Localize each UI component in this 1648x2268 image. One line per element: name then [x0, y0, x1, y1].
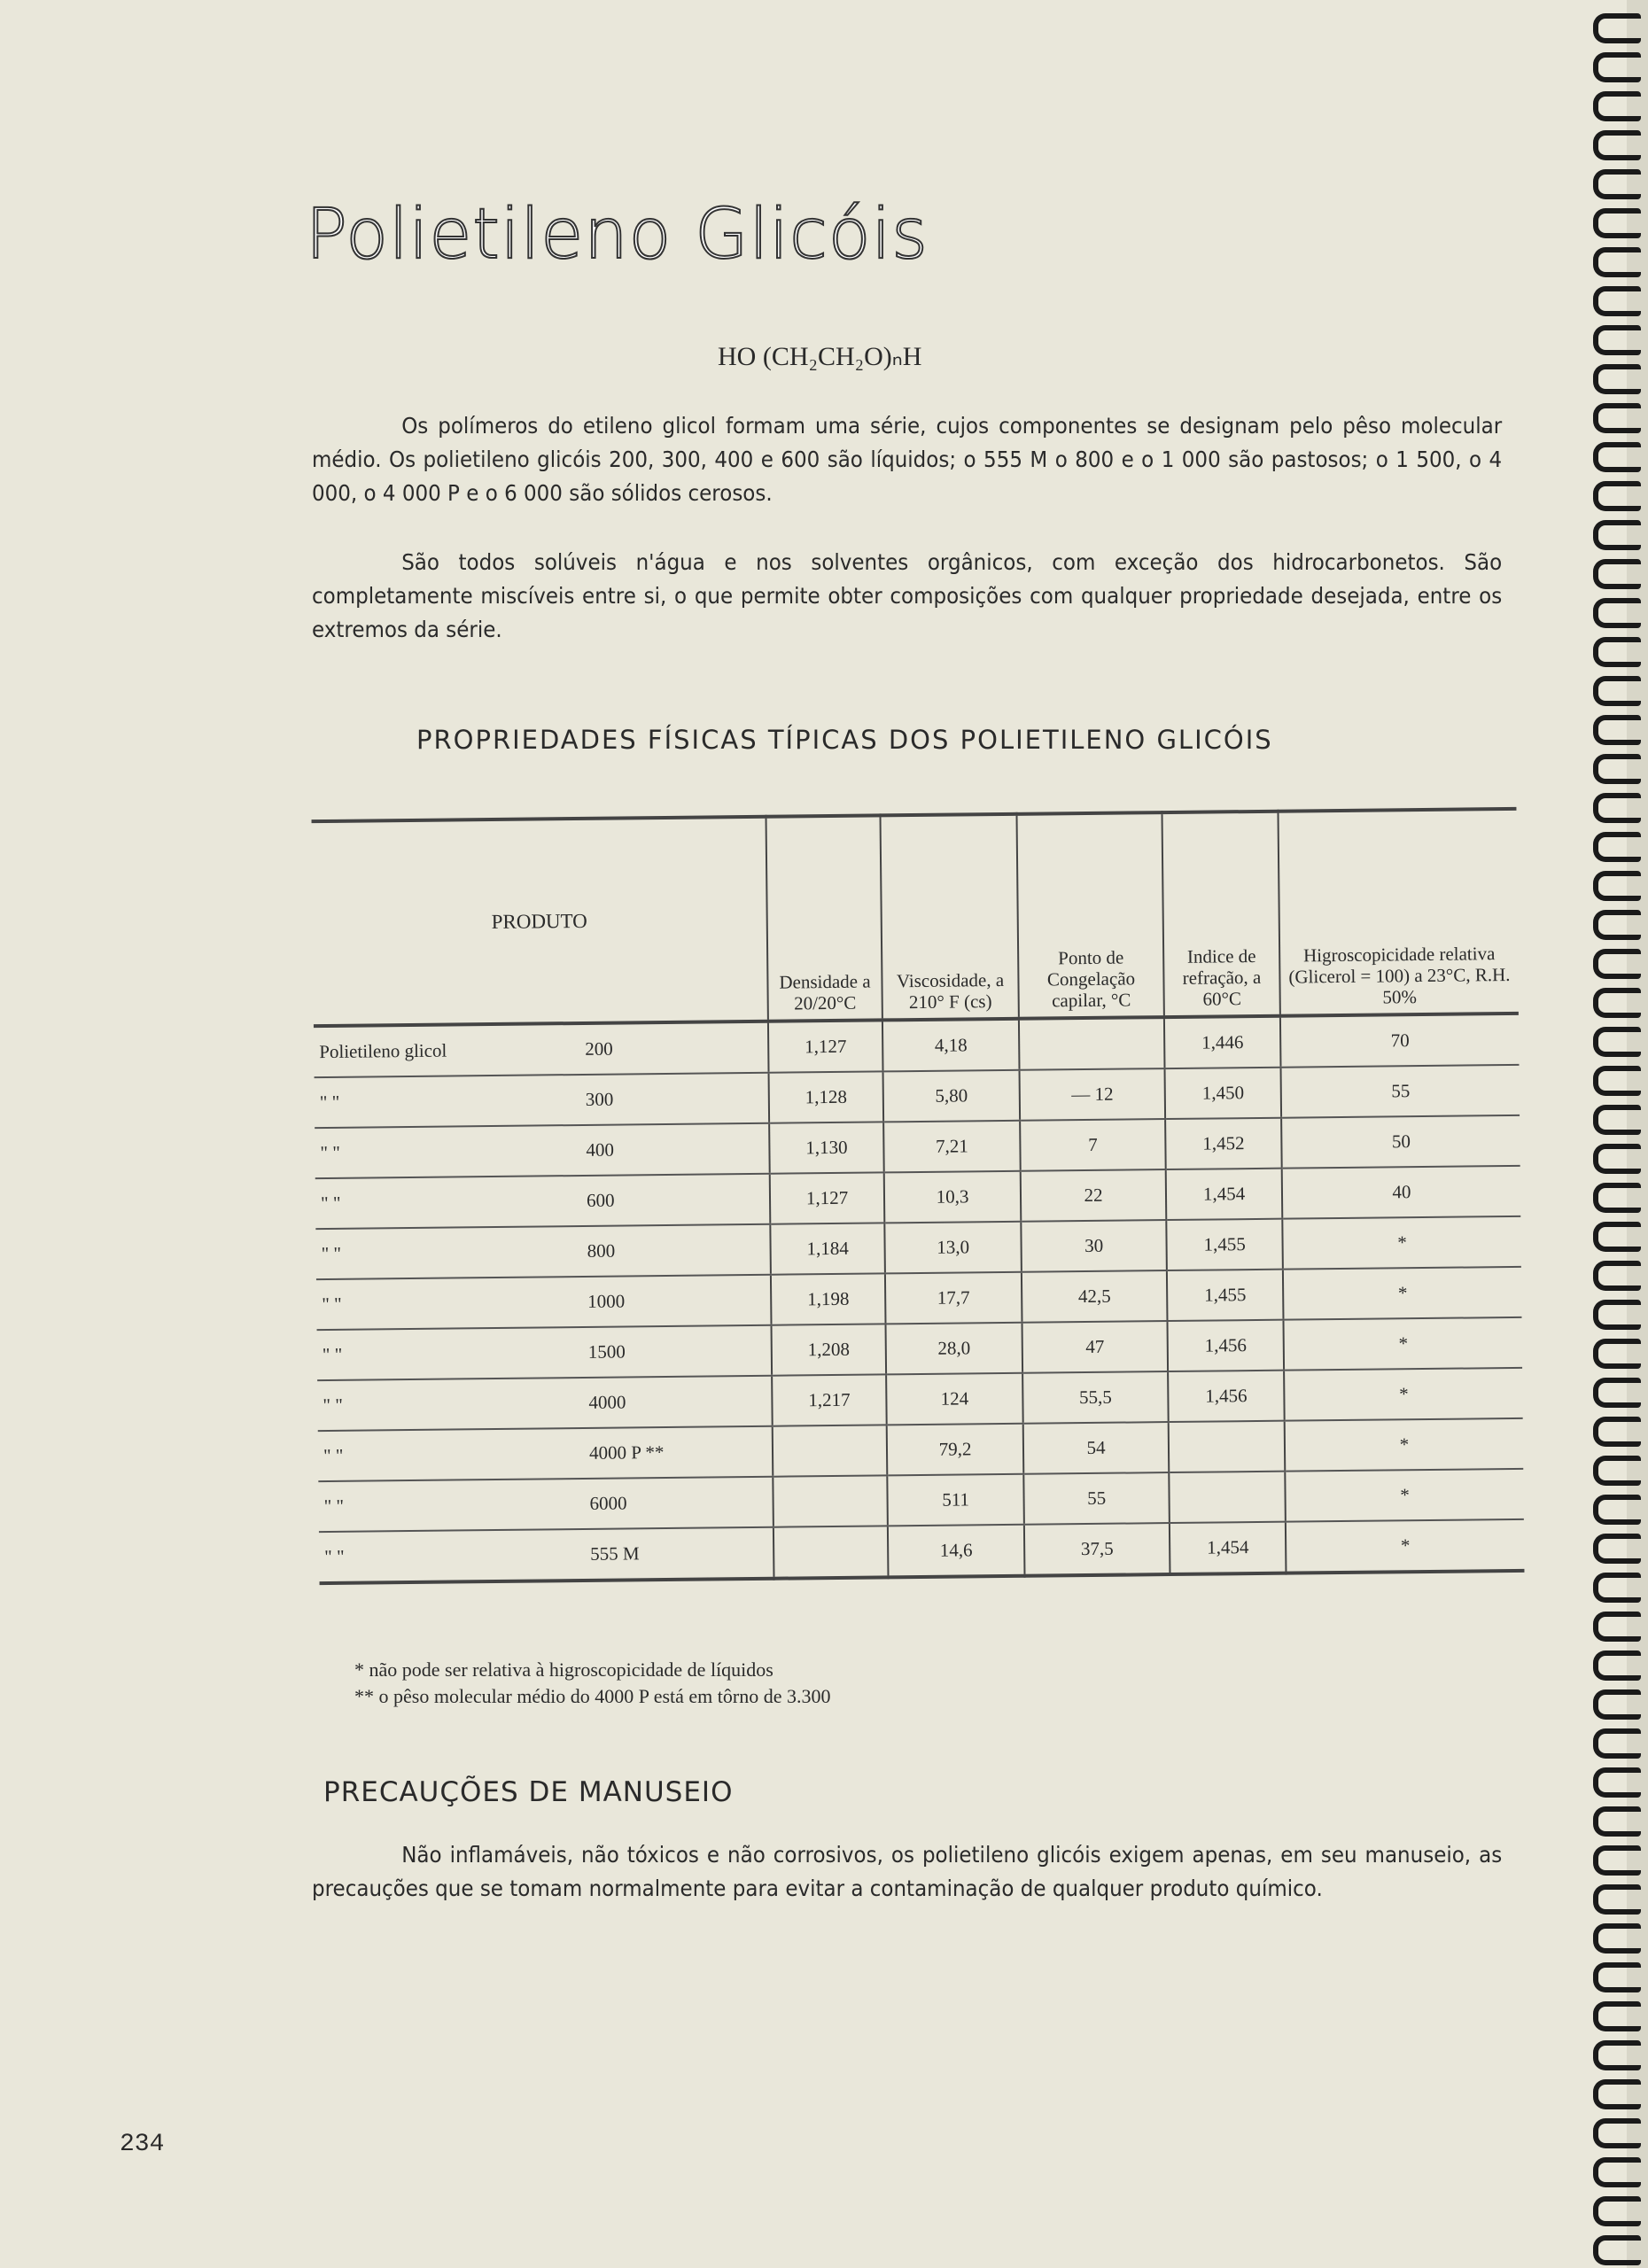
col-header-densidade: Densidade a 20/20°C — [766, 815, 882, 1021]
binding-ring — [1593, 520, 1641, 550]
cell-ponto: 54 — [1023, 1422, 1170, 1474]
product-name: " " — [322, 1293, 342, 1316]
cell-produto — [315, 1224, 771, 1279]
binding-ring — [1593, 1183, 1641, 1213]
cell-higro: 70 — [1280, 1014, 1520, 1068]
binding-ring — [1593, 1066, 1641, 1096]
cell-higro: * — [1284, 1368, 1523, 1421]
cell-ponto — [1019, 1017, 1165, 1070]
cell-visc: 79,2 — [887, 1424, 1024, 1476]
cell-visc: 10,3 — [884, 1171, 1022, 1223]
binding-ring — [1593, 2157, 1641, 2187]
cell-ponto: 22 — [1021, 1169, 1167, 1222]
binding-ring — [1593, 403, 1641, 433]
properties-table — [312, 807, 1525, 1585]
binding-ring — [1593, 1144, 1641, 1174]
footnote-2: ** o pêso molecular médio do 4000 P está em tôrno de 3.300 — [354, 1685, 831, 1707]
col-header-refracao: Indice de refração, a 60°C — [1162, 812, 1280, 1017]
binding-ring — [1593, 949, 1641, 979]
cell-dens: 1,127 — [770, 1172, 885, 1223]
binding-ring — [1593, 637, 1641, 667]
binding-ring — [1593, 1728, 1641, 1759]
page-number: 234 — [120, 2131, 165, 2158]
cell-ponto: 37,5 — [1024, 1523, 1170, 1576]
binding-ring — [1593, 871, 1641, 901]
binding-ring — [1593, 1573, 1641, 1603]
cell-higro: * — [1285, 1418, 1524, 1472]
product-grade: 4000 — [588, 1391, 626, 1413]
cell-indice — [1169, 1421, 1285, 1472]
cell-produto — [318, 1426, 773, 1481]
cell-higro: * — [1282, 1216, 1521, 1270]
cell-dens: 1,217 — [772, 1374, 887, 1425]
binding-ring — [1593, 1845, 1641, 1876]
cell-produto — [317, 1325, 773, 1380]
handling-paragraph: Não inflamáveis, não tóxicos e não corrosivos, os polietileno glicóis exigem apenas, em seu manuseio, as precauções que se tomam normalmente para evitar a contaminação de qualquer produto químico. — [312, 1842, 1503, 1901]
cell-indice: 1,454 — [1166, 1169, 1282, 1220]
binding-ring — [1593, 2001, 1641, 2031]
cell-indice: 1,455 — [1167, 1270, 1283, 1321]
binding-ring — [1593, 52, 1641, 82]
binding-ring — [1593, 91, 1641, 121]
product-grade: 6000 — [589, 1492, 627, 1514]
cell-produto — [315, 1073, 770, 1128]
cell-dens: 1,128 — [769, 1071, 884, 1122]
binding-ring — [1593, 2118, 1641, 2148]
cell-visc: 28,0 — [886, 1323, 1023, 1375]
cell-higro: 40 — [1282, 1166, 1521, 1219]
binding-ring — [1593, 1495, 1641, 1525]
binding-ring — [1593, 832, 1641, 862]
binding-ring — [1593, 2040, 1641, 2070]
cell-visc: 17,7 — [885, 1272, 1022, 1324]
col-header-produto: PRODUTO — [491, 909, 587, 933]
product-name: " " — [323, 1444, 344, 1467]
product-grade: 1000 — [587, 1290, 626, 1312]
cell-ponto: 47 — [1022, 1321, 1169, 1373]
cell-dens — [773, 1475, 888, 1526]
binding-ring — [1593, 325, 1641, 355]
product-name: " " — [319, 1091, 340, 1114]
product-name: " " — [323, 1495, 345, 1518]
cell-higro: 55 — [1281, 1065, 1520, 1118]
cell-produto — [317, 1376, 773, 1431]
binding-ring — [1593, 442, 1641, 472]
cell-indice: 1,446 — [1164, 1016, 1280, 1068]
binding-ring — [1593, 1534, 1641, 1564]
product-grade: 600 — [586, 1189, 615, 1211]
binding-ring — [1593, 1767, 1641, 1798]
chemical-formula: HO (CH₂CH₂O)ₙH — [718, 342, 922, 371]
intro-paragraph-2: São todos solúveis n'água e nos solventes orgânicos, com exceção dos hidrocarbonetos. São completamente miscíveis entre si, o que permite obter composições com qualquer propriedade desejada, entre os extremos da série. — [312, 549, 1503, 642]
product-name: Polietileno glicol — [319, 1039, 447, 1063]
product-name: " " — [320, 1141, 340, 1164]
cell-indice: 1,456 — [1168, 1320, 1284, 1371]
cell-indice: 1,452 — [1165, 1118, 1281, 1169]
product-grade: 555 M — [590, 1542, 640, 1565]
product-grade: 300 — [585, 1088, 614, 1110]
cell-indice: 1,456 — [1168, 1371, 1284, 1422]
cell-dens: 1,184 — [770, 1223, 885, 1274]
intro-paragraph-1: Os polímeros do etileno glicol formam uma série, cujos componentes se designam pelo pêso molecular médio. Os polietileno glicóis 200, 300, 400 e 600 são líquidos; o 555 M o 800 e o 1 000 são pastosos; o 1 500, o 4 000, o 4 000 P e o 6 000 são sólidos cerosos. — [312, 413, 1503, 506]
cell-indice: 1,455 — [1166, 1219, 1282, 1270]
binding-ring — [1593, 2235, 1641, 2265]
cell-visc: 124 — [886, 1373, 1023, 1425]
cell-produto — [315, 1123, 770, 1178]
product-grade: 800 — [587, 1239, 616, 1262]
binding-ring — [1593, 910, 1641, 940]
binding-ring — [1593, 1261, 1641, 1291]
binding-ring — [1593, 481, 1641, 511]
cell-visc: 511 — [887, 1474, 1024, 1526]
cell-ponto: 55 — [1023, 1472, 1170, 1525]
cell-dens — [773, 1526, 889, 1578]
cell-indice: 1,454 — [1170, 1522, 1286, 1574]
binding-ring — [1593, 1651, 1641, 1681]
cell-visc: 4,18 — [882, 1019, 1020, 1072]
section-heading: PRECAUÇÕES DE MANUSEIO — [323, 1776, 734, 1808]
cell-ponto: 30 — [1021, 1220, 1167, 1272]
binding-ring — [1593, 1027, 1641, 1057]
page-title: Polietileno Glicóis — [306, 195, 929, 275]
product-grade: 200 — [585, 1037, 613, 1060]
binding-ring — [1593, 1222, 1641, 1252]
col-header-higroscopicidade: Higroscopicidade relativa (Glicerol = 100) a 23°C, R.H. 50% — [1278, 809, 1518, 1016]
product-name: " " — [322, 1343, 343, 1366]
cell-ponto: 55,5 — [1022, 1371, 1169, 1424]
binding-ring — [1593, 754, 1641, 784]
cell-dens: 1,198 — [771, 1273, 886, 1324]
binding-ring — [1593, 1806, 1641, 1837]
binding-ring — [1593, 2079, 1641, 2109]
binding-ring — [1593, 559, 1641, 589]
cell-visc: 7,21 — [883, 1121, 1021, 1173]
binding-ring — [1593, 1884, 1641, 1915]
cell-visc: 5,80 — [883, 1070, 1021, 1122]
cell-ponto: 42,5 — [1022, 1270, 1168, 1323]
cell-produto — [316, 1275, 772, 1330]
product-grade: 4000 P ** — [588, 1441, 665, 1464]
binding-ring — [1593, 208, 1641, 238]
cell-higro: * — [1285, 1469, 1524, 1522]
binding-ring — [1593, 1417, 1641, 1447]
binding-ring — [1593, 1962, 1641, 1992]
product-grade: 1500 — [587, 1340, 626, 1363]
product-grade: 400 — [586, 1138, 615, 1161]
cell-higro: * — [1286, 1519, 1525, 1573]
binding-ring — [1593, 1456, 1641, 1486]
binding-ring — [1593, 715, 1641, 745]
cell-visc: 13,0 — [884, 1222, 1022, 1274]
binding-ring — [1593, 988, 1641, 1018]
binding-ring — [1593, 1689, 1641, 1720]
col-header-viscosidade: Viscosidade, a 210° F (cs) — [881, 814, 1019, 1021]
cell-produto — [318, 1477, 773, 1532]
binding-ring — [1593, 1339, 1641, 1369]
footnote-1: * não pode ser relativa à higroscopicidade de líquidos — [354, 1658, 773, 1681]
cell-produto — [315, 1174, 771, 1229]
binding-ring — [1593, 169, 1641, 199]
binding-ring — [1593, 1612, 1641, 1642]
cell-produto — [319, 1527, 774, 1583]
cell-indice — [1169, 1472, 1285, 1523]
binding-ring — [1593, 286, 1641, 316]
binding-ring — [1593, 13, 1641, 43]
binding-ring — [1593, 2196, 1641, 2226]
cell-higro: * — [1283, 1267, 1522, 1320]
binding-ring — [1593, 676, 1641, 706]
binding-ring — [1593, 598, 1641, 628]
binding-ring — [1593, 1923, 1641, 1953]
cell-visc: 14,6 — [888, 1525, 1025, 1578]
cell-higro: 50 — [1281, 1115, 1520, 1169]
binding-ring — [1593, 1378, 1641, 1408]
product-name: " " — [320, 1192, 341, 1215]
cell-indice: 1,450 — [1165, 1068, 1281, 1119]
binding-ring — [1593, 130, 1641, 160]
binding-ring — [1593, 364, 1641, 394]
cell-ponto: — 12 — [1020, 1068, 1166, 1121]
product-name: " " — [321, 1242, 342, 1265]
cell-higro: * — [1284, 1317, 1523, 1371]
binding-ring — [1593, 1105, 1641, 1135]
table-title: PROPRIEDADES FÍSICAS TÍPICAS DOS POLIETILENO GLICÓIS — [416, 725, 1273, 755]
cell-produto — [314, 1021, 769, 1077]
cell-ponto: 7 — [1020, 1119, 1166, 1171]
binding-ring — [1593, 1300, 1641, 1330]
binding-ring — [1593, 247, 1641, 277]
cell-dens: 1,127 — [768, 1020, 883, 1072]
cell-dens — [773, 1425, 888, 1476]
cell-dens: 1,130 — [769, 1122, 884, 1173]
binding-ring — [1593, 793, 1641, 823]
product-name: " " — [323, 1394, 343, 1417]
product-name: " " — [324, 1545, 345, 1568]
cell-dens: 1,208 — [772, 1324, 887, 1375]
col-header-congelacao: Ponto de Congelação capilar, °C — [1016, 812, 1164, 1019]
